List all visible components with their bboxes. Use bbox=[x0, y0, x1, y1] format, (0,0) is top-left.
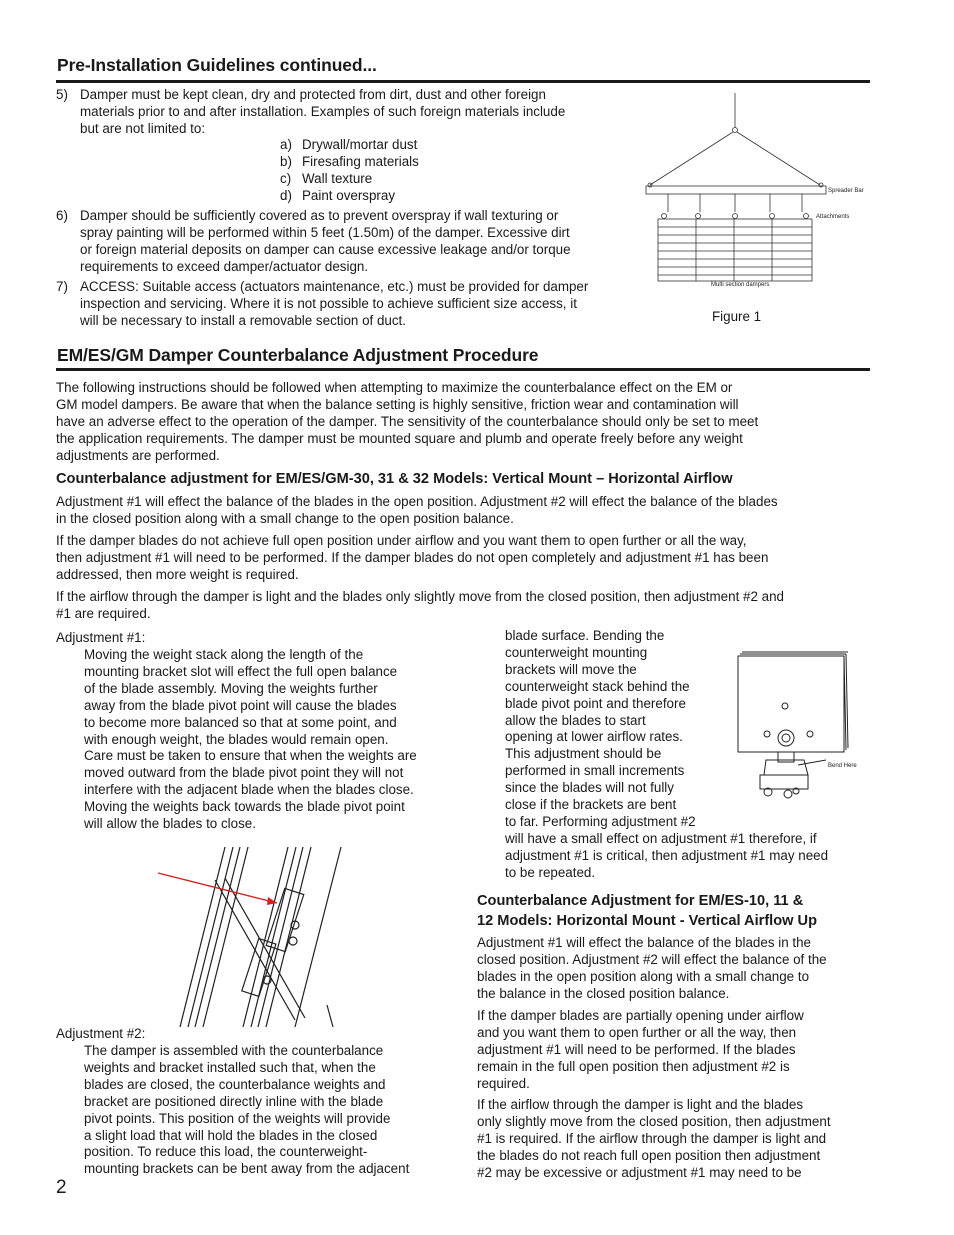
section2-heading: EM/ES/GM Damper Counterbalance Adjustment Procedure bbox=[57, 345, 539, 365]
list-item-number: 5) bbox=[56, 87, 68, 102]
spreader-bar-label: Spreader Bar bbox=[828, 188, 864, 194]
sub1-paragraph-2: If the damper blades do not achieve full open position under airflow and you want them to open further or all the way, then adjustment #1 will need to be performed. If the damper blades do not open completely and adjustment #1 has been addressed, then more weight is required. bbox=[56, 533, 769, 582]
adjustment1-label: Adjustment #1: bbox=[56, 630, 146, 645]
text-line: but are not limited to: bbox=[80, 120, 206, 136]
page-number: 2 bbox=[56, 1177, 67, 1198]
attachments-label: Attachments bbox=[816, 214, 850, 220]
sublist-item: d) Paint overspray bbox=[280, 187, 396, 203]
sublist-item: b) Firesafing materials bbox=[280, 153, 419, 169]
section1-rule bbox=[56, 80, 870, 83]
figure1-caption: Figure 1 bbox=[712, 309, 762, 324]
intro-paragraph: The following instructions should be followed when attempting to maximize the counterbalance effect on the EM or GM model dampers. Be aware that when the balance setting is highly sensitive, friction wear and contamination will have an adverse effect to the operation of the damper. The sensitivity of the counterbalance should only be set to meet the application requirements. The damper must be mounted square and plumb and operate freely before any weight adjustments are performed. bbox=[56, 380, 759, 463]
bend-bracket-illustration bbox=[730, 650, 860, 805]
adjustment2-continued-wide: will have a small effect on adjustment #1 therefore, if adjustment #1 is critical, then adjustment #1 may need to be repeated. bbox=[505, 831, 829, 880]
text-line: will be necessary to install a removable section of duct. bbox=[80, 312, 406, 328]
adjustment1-body: Moving the weight stack along the length of the mounting bracket slot will effect the full open balance of the blade assembly. Moving the weights further away from the blade pivot point will cause the blades to become more balanced so that at some point, and with enough weight, the blades would remain open. Care must be taken to ensure that when the weights are moved outward from the blade pivot point they will not interfere with the adjacent blade when the blades close. Moving the weights back towards the blade pivot point will allow the blades to close. bbox=[84, 647, 417, 832]
subsection2-heading: Counterbalance Adjustment for EM/ES-10, 11 & 12 Models: Horizontal Mount - Vertical Airflow Up bbox=[477, 893, 818, 929]
text-line: requirements to exceed damper/actuator design. bbox=[80, 258, 369, 274]
text-line: Damper must be kept clean, dry and protected from dirt, dust and other foreign bbox=[80, 87, 546, 102]
sublist-item: c) Wall texture bbox=[280, 170, 373, 186]
list-item-7 bbox=[56, 279, 656, 330]
sub1-paragraph-1: Adjustment #1 will effect the balance of the blades in the open position. Adjustment #2 will effect the balance of the blades in the closed position along with a small change to the open position balance. bbox=[56, 494, 778, 526]
adjustment2-continued-narrow: blade surface. Bending the counterweight mounting brackets will move the counterweight stack behind the blade pivot point and therefore allow the blades to start opening at lower airflow rates. This adjustment should be performed in small increments since the blades will not fully close if the brackets are bent to far. Performing adjustment #2 bbox=[505, 628, 696, 829]
section1-heading: Pre-Installation Guidelines continued... bbox=[57, 55, 377, 75]
sublist bbox=[280, 137, 480, 205]
sub1-paragraph-3: If the airflow through the damper is light and the blades only slightly move from the closed position, then adjustment #2 and #1 are required. bbox=[56, 589, 784, 621]
sub2-paragraph-1: Adjustment #1 will effect the balance of the blades in the closed position. Adjustment #2 will effect the balance of the blades in the open position along with a small change to the balance in the closed position balance. bbox=[477, 935, 827, 1001]
text-line: ACCESS: Suitable access (actuators maintenance, etc.) must be provided for damper bbox=[80, 279, 589, 294]
text-line: Damper should be sufficiently covered as to prevent overspray if wall texturing or bbox=[80, 208, 559, 223]
subsection1-heading: Counterbalance adjustment for EM/ES/GM-30, 31 & 32 Models: Vertical Mount – Horizontal Airflow bbox=[56, 471, 733, 487]
section2-rule bbox=[56, 368, 870, 371]
text-line: inspection and servicing. Where it is not possible to achieve sufficient size access, it bbox=[80, 295, 577, 311]
counterweight-bracket-illustration bbox=[155, 845, 345, 1030]
adjustment2-body: The damper is assembled with the counterbalance weights and bracket installed such that, when the blades are closed, the counterbalance weights and bracket are positioned directly inline with the blade pivot points. This position of the weights will provide a slight load that will hold the blades in the closed position. To reduce this load, the counterweight- mounting brackets can be bent away from the adjacent bbox=[84, 1043, 410, 1177]
list-item-number: 7) bbox=[56, 279, 68, 294]
sub2-paragraph-2: If the damper blades are partially opening under airflow and you want them to open further or all the way, then adjustment #1 will need to be performed. If the blades remain in the full open position then adjustment #2 is required. bbox=[477, 1008, 804, 1091]
adjustment2-label: Adjustment #2: bbox=[56, 1026, 146, 1041]
text-line: materials prior to and after installation. Examples of such foreign materials include bbox=[80, 103, 566, 119]
sublist-item: a) Drywall/mortar dust bbox=[280, 137, 418, 152]
list-item-5 bbox=[56, 87, 656, 138]
text-line: spray painting will be performed within 5 feet (1.50m) of the damper. Excessive dirt bbox=[80, 224, 570, 240]
list-item-number: 6) bbox=[56, 208, 68, 223]
bend-here-label: Bend Here bbox=[828, 763, 857, 769]
multi-section-label: Multi section dampers bbox=[711, 282, 770, 288]
list-item-6 bbox=[56, 208, 656, 276]
text-line: or foreign material deposits on damper can cause excessive leakage and/or torque bbox=[80, 241, 571, 257]
sub2-paragraph-3: If the airflow through the damper is light and the blades only slightly move from the closed position, then adjustment #1 is required. If the airflow through the damper is light and the blades do not reach full open position then adjustment #2 may be excessive or adjustment #1 may need to be bbox=[477, 1097, 831, 1180]
